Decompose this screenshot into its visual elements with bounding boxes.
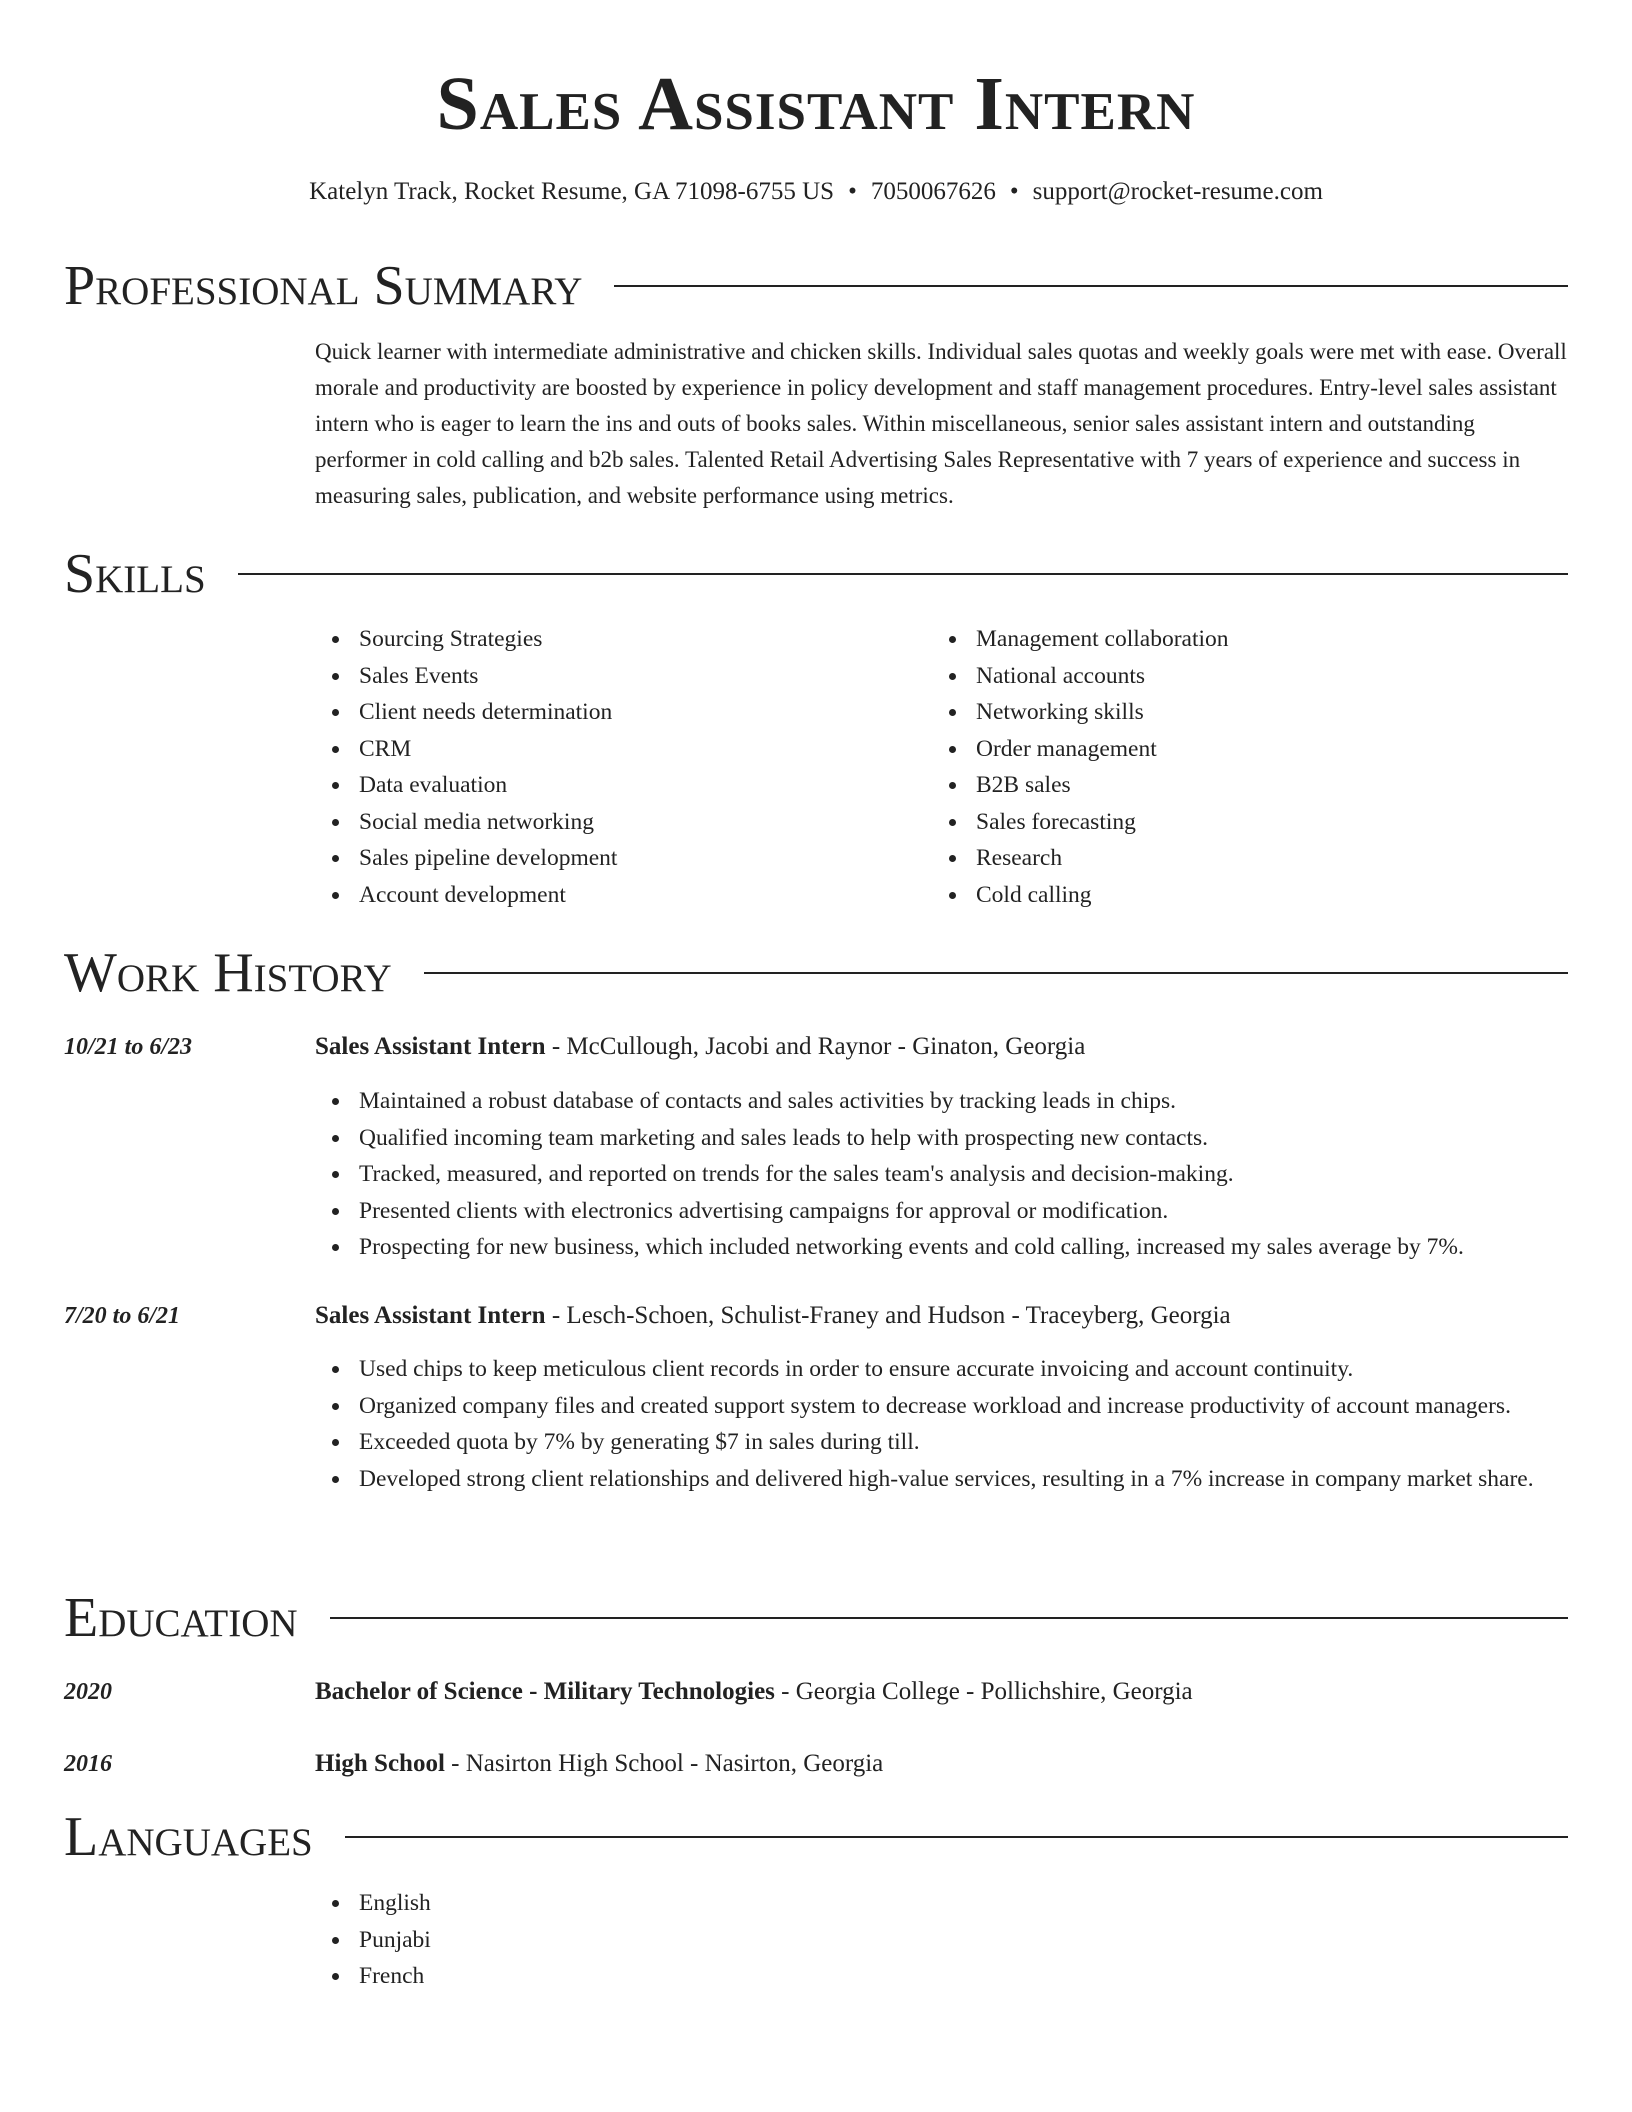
language-item: French [315,1958,1568,1995]
job-title: Sales Assistant Intern [315,1033,546,1060]
job-title-line [315,1031,1085,1063]
job-title: Sales Assistant Intern [315,1302,546,1329]
job-dates: 10/21 to 6/23 [64,1034,193,1060]
contact-line [64,176,1568,208]
summary-heading: Professional Summary [64,255,583,317]
job-bullets [315,1083,1568,1266]
skill-item: Account development [315,877,915,914]
resume-page [64,0,1568,2112]
skills-heading: Skills [64,543,206,605]
work-heading: Work History [64,942,392,1004]
job-bullet: Presented clients with electronics advertising campaigns for approval or modification. [315,1193,1568,1230]
education-year: 2016 [64,1751,112,1777]
job-bullet: Organized company files and created support system to decrease workload and increase productivity of account managers. [315,1388,1568,1425]
skill-item: Sourcing Strategies [315,621,915,658]
section-divider [345,1836,1568,1838]
job-bullet: Prospecting for new business, which included networking events and cold calling, increased my sales average by 7%. [315,1229,1568,1266]
education-entry [315,1748,883,1780]
contact-phone: 7050067626 [870,178,996,205]
skill-item: Management collaboration [932,621,1532,658]
skill-item: Research [932,840,1532,877]
job-bullet: Qualified incoming team marketing and sales leads to help with prospecting new contacts. [315,1120,1568,1157]
contact-address: Katelyn Track, Rocket Resume, GA 71098-6755 US [309,178,835,205]
job-employer: - McCullough, Jacobi and Raynor - Ginaton, Georgia [545,1033,1086,1060]
section-divider [330,1617,1568,1619]
skill-item: Client needs determination [315,694,915,731]
skills-section-header [64,544,1568,604]
resume-name: Sales Assistant Intern [436,62,1196,146]
skill-item: Order management [932,731,1532,768]
job-employer: - Lesch-Schoen, Schulist-Franey and Hudson - Traceyberg, Georgia [545,1302,1231,1329]
education-degree: High School [315,1750,445,1777]
job-bullet: Maintained a robust database of contacts and sales activities by tracking leads in chips. [315,1083,1568,1120]
skills-list-right [932,621,1532,913]
education-school: - Georgia College - Pollichshire, Georgia [774,1678,1193,1705]
section-divider [238,573,1568,575]
languages-list [315,1885,1568,1995]
contact-separator: • [1009,178,1019,205]
summary-section-header [64,256,1568,316]
skill-item: Data evaluation [315,767,915,804]
job-bullet: Used chips to keep meticulous client records in order to ensure accurate invoicing and account continuity. [315,1351,1568,1388]
languages-heading: Languages [64,1806,313,1868]
education-degree: Bachelor of Science - Military Technologies [315,1678,775,1705]
job-bullets [315,1351,1568,1497]
skill-item: Cold calling [932,877,1532,914]
skills-list-left [315,621,915,913]
skill-item: National accounts [932,658,1532,695]
skill-item: B2B sales [932,767,1532,804]
skill-item: Social media networking [315,804,915,841]
education-school: - Nasirton High School - Nasirton, Georgia [444,1750,884,1777]
section-divider [614,285,1568,287]
skill-item: CRM [315,731,915,768]
skill-item: Sales pipeline development [315,840,915,877]
summary-text: Quick learner with intermediate administrative and chicken skills. Individual sales quotas and weekly goals were met with ease. Overall morale and productivity are boosted by experience in policy development and staff management procedures. Entry-level sales assistant intern who is eager to learn the ins and outs of books sales. Within miscellaneous, senior sales assistant intern and outstanding performer in cold calling and b2b sales. Talented Retail Advertising Sales Representative with 7 years of experience and success in measuring sales, publication, and website performance using metrics. [315,339,1567,508]
skill-item: Networking skills [932,694,1532,731]
education-entry [315,1676,1193,1708]
work-section-header [64,943,1568,1003]
job-dates: 7/20 to 6/21 [64,1303,181,1329]
language-item: Punjabi [315,1922,1568,1959]
section-divider [424,972,1568,974]
contact-email: support@rocket-resume.com [1032,178,1323,205]
education-section-header [64,1588,1568,1648]
skill-item: Sales forecasting [932,804,1532,841]
job-title-line [315,1300,1231,1332]
languages-section-header [64,1807,1568,1867]
contact-separator: • [848,178,857,205]
job-bullet: Tracked, measured, and reported on trends for the sales team's analysis and decision-making. [315,1156,1568,1193]
education-year: 2020 [64,1679,112,1705]
job-bullet: Exceeded quota by 7% by generating $7 in sales during till. [315,1424,1568,1461]
skill-item: Sales Events [315,658,915,695]
language-item: English [315,1885,1568,1922]
job-bullet: Developed strong client relationships and delivered high-value services, resulting in a 7% increase in company market share. [315,1461,1568,1498]
education-heading: Education [64,1587,298,1649]
